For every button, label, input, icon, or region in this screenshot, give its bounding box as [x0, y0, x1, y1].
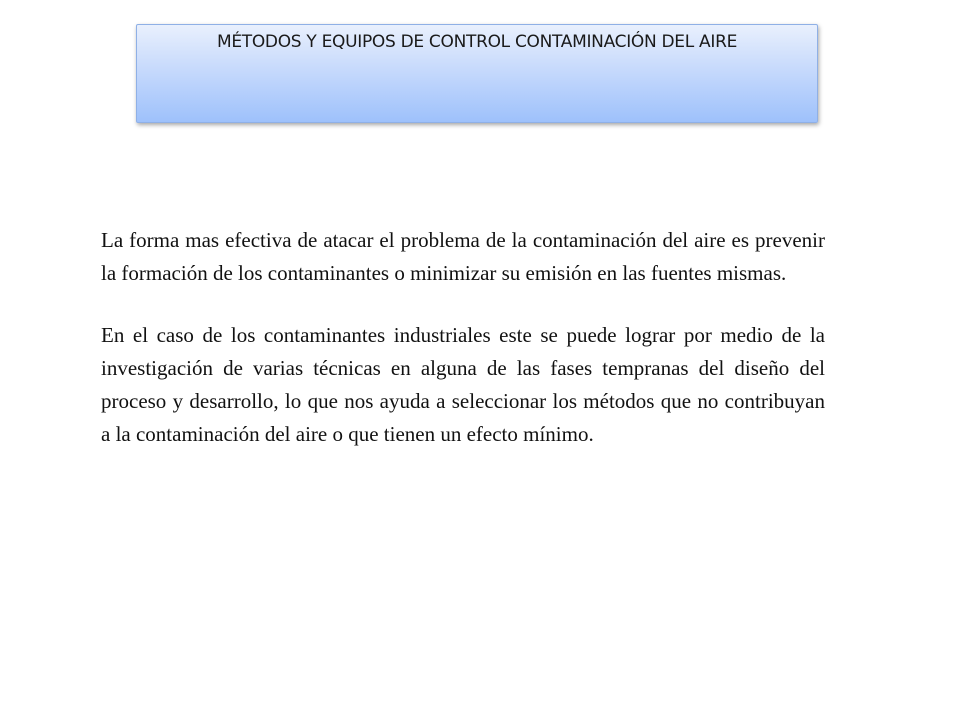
paragraph-1: La forma mas efectiva de atacar el problema de la contaminación del aire es prevenir la formación de los contaminantes o minimizar su emisión en las fuentes mismas. — [101, 228, 825, 285]
slide-body — [101, 224, 825, 451]
slide-title: MÉTODOS Y EQUIPOS DE CONTROL CONTAMINACIÓN DEL AIRE — [216, 32, 738, 52]
paragraph-2: En el caso de los contaminantes industriales este se puede lograr por medio de la investigación de varias técnicas en alguna de las fases tempranas del diseño del proceso y desarrollo, lo que nos ayuda a seleccionar los métodos que no contribuyan a la contaminación del aire o que tienen un efecto mínimo. — [101, 323, 825, 446]
title-box — [136, 24, 818, 123]
